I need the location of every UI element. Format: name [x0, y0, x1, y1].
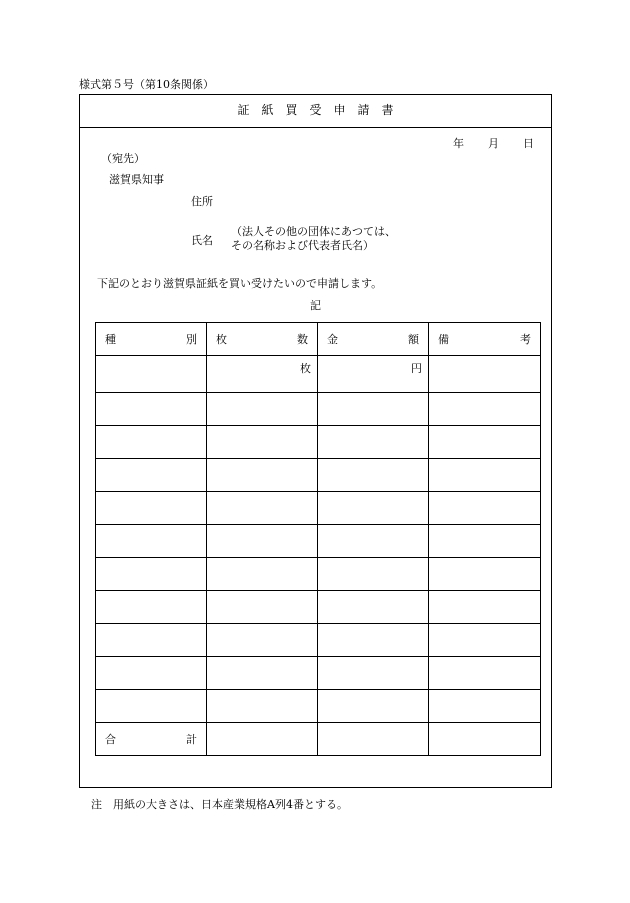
table-row	[96, 525, 541, 558]
amount-cell[interactable]	[318, 492, 429, 525]
remarks-cell[interactable]	[429, 657, 541, 690]
type-cell[interactable]	[96, 426, 207, 459]
type-cell[interactable]	[96, 657, 207, 690]
remarks-cell[interactable]	[429, 624, 541, 657]
count-cell[interactable]	[207, 426, 318, 459]
document-title: 証 紙 買 受 申 請 書	[237, 103, 394, 117]
header-type: 種 別	[96, 323, 207, 356]
amount-cell[interactable]	[318, 356, 429, 393]
header-count: 枚 数	[207, 323, 318, 356]
table-row	[96, 624, 541, 657]
remarks-cell[interactable]	[429, 690, 541, 723]
record-label: 記	[310, 299, 321, 312]
application-statement: 下記のとおり滋賀県証紙を買い受けたいので申請します。	[97, 277, 383, 290]
table-row	[96, 591, 541, 624]
remarks-cell[interactable]	[429, 356, 541, 393]
footnote: 注 用紙の大きさは、日本産業規格A列4番とする。	[91, 798, 348, 811]
total-remarks-cell[interactable]	[429, 723, 541, 756]
type-cell[interactable]	[96, 525, 207, 558]
count-cell[interactable]	[207, 558, 318, 591]
remarks-cell[interactable]	[429, 558, 541, 591]
amount-cell[interactable]	[318, 624, 429, 657]
total-amount-cell[interactable]	[318, 723, 429, 756]
amount-cell[interactable]	[318, 426, 429, 459]
type-cell[interactable]	[96, 393, 207, 426]
remarks-cell[interactable]	[429, 426, 541, 459]
address-label: 住所	[191, 195, 213, 208]
table-row	[96, 356, 541, 393]
count-cell[interactable]	[207, 492, 318, 525]
remarks-cell[interactable]	[429, 393, 541, 426]
amount-cell[interactable]	[318, 657, 429, 690]
header-amount: 金 額	[318, 323, 429, 356]
remarks-cell[interactable]	[429, 459, 541, 492]
name-label: 氏名	[191, 234, 213, 247]
type-cell[interactable]	[96, 690, 207, 723]
amount-cell[interactable]	[318, 558, 429, 591]
amount-cell[interactable]	[318, 690, 429, 723]
amount-cell[interactable]	[318, 393, 429, 426]
table-row	[96, 492, 541, 525]
table-header-row	[96, 323, 541, 356]
recipient-prefix: （宛先）	[101, 152, 145, 165]
amount-cell[interactable]	[318, 525, 429, 558]
type-cell[interactable]	[96, 459, 207, 492]
type-cell[interactable]	[96, 492, 207, 525]
date-month: 月	[488, 137, 499, 150]
count-cell[interactable]	[207, 624, 318, 657]
count-cell[interactable]	[207, 525, 318, 558]
table-row	[96, 393, 541, 426]
table-row	[96, 459, 541, 492]
count-unit: 枚	[300, 362, 311, 375]
name-note-line-2: その名称および代表者氏名）	[231, 239, 374, 252]
type-cell[interactable]	[96, 624, 207, 657]
table-row	[96, 426, 541, 459]
stamp-items-table	[95, 322, 541, 756]
table-row	[96, 690, 541, 723]
date-year: 年	[453, 137, 464, 150]
total-row	[96, 723, 541, 756]
remarks-cell[interactable]	[429, 525, 541, 558]
remarks-cell[interactable]	[429, 492, 541, 525]
count-cell[interactable]	[207, 356, 318, 393]
table-row	[96, 657, 541, 690]
count-cell[interactable]	[207, 459, 318, 492]
header-remarks: 備 考	[429, 323, 541, 356]
date-day: 日	[523, 137, 534, 150]
amount-unit: 円	[411, 362, 422, 375]
table-row	[96, 558, 541, 591]
amount-cell[interactable]	[318, 459, 429, 492]
name-note-line-1: （法人その他の団体にあつては、	[231, 225, 396, 238]
form-number: 様式第５号（第10条関係）	[79, 78, 214, 91]
count-cell[interactable]	[207, 657, 318, 690]
type-cell[interactable]	[96, 558, 207, 591]
total-label-cell: 合 計	[96, 723, 207, 756]
remarks-cell[interactable]	[429, 591, 541, 624]
count-cell[interactable]	[207, 690, 318, 723]
total-count-cell[interactable]	[207, 723, 318, 756]
type-cell[interactable]	[96, 356, 207, 393]
type-cell[interactable]	[96, 591, 207, 624]
recipient: 滋賀県知事	[109, 173, 164, 186]
title-divider	[79, 127, 552, 128]
count-cell[interactable]	[207, 591, 318, 624]
amount-cell[interactable]	[318, 591, 429, 624]
count-cell[interactable]	[207, 393, 318, 426]
